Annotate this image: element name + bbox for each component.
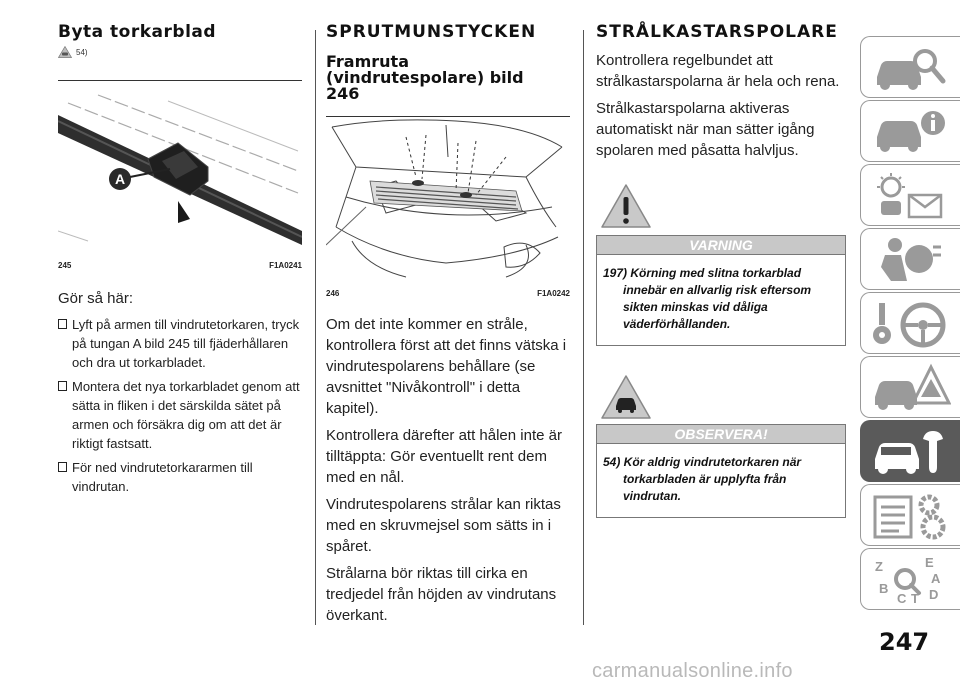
section-title-headlight-washers: STRÅLKASTARSPOLARE	[596, 22, 838, 42]
svg-text:A: A	[931, 571, 941, 586]
warning-text: 197) Körning med slitna torkarblad innebär en allvarlig risk eftersom sikten minskas vid dåliga väderförhållanden.	[596, 255, 846, 346]
index-alphabet-icon	[871, 555, 951, 605]
car-wrench-icon	[871, 427, 951, 477]
page-number: 247	[879, 628, 930, 656]
car-hood-illustration	[326, 117, 570, 281]
svg-text:D: D	[929, 587, 939, 602]
tab-specifications[interactable]	[860, 484, 960, 546]
warning-box	[596, 235, 846, 346]
svg-text:E: E	[925, 555, 934, 570]
car-info-icon	[871, 107, 951, 157]
figure-code: F1A0241	[269, 261, 302, 270]
instruction-steps	[58, 315, 302, 496]
note-box	[596, 424, 846, 518]
figure-number: 246	[326, 289, 340, 298]
tab-steering-key[interactable]	[860, 292, 960, 354]
list-item: Montera det nya torkarbladet genom att sätta in fliken i det särskilda sätet på armen och försäkra dig om att det är riktigt fastsatt.	[58, 377, 302, 453]
column-divider	[315, 30, 316, 625]
note-reference[interactable]: 54)	[58, 46, 302, 58]
warning-banner: VARNING	[596, 235, 846, 255]
column-divider	[583, 30, 584, 625]
warning-exclamation-icon	[600, 183, 652, 229]
figure-code: F1A0242	[537, 289, 570, 298]
paragraph: Strålkastarspolarna aktiveras automatiskt när man sätter igång spolaren med påsatta halvljus.	[596, 100, 815, 159]
car-search-icon	[871, 43, 951, 93]
paragraph: Om det inte kommer en stråle, kontrollera först att det finns vätska i vindrutespolarens behållare (se avsnittet "Nivåkontroll" i detta kapitel).	[326, 316, 567, 417]
tab-dashboard-lights[interactable]	[860, 164, 960, 226]
left-column	[58, 0, 302, 501]
tab-emergency[interactable]	[860, 356, 960, 418]
section-title-wiper-blades: Byta torkarblad	[58, 22, 217, 42]
note-text: 54) Kör aldrig vindrutetorkaren när torkarbladen är upplyfta från vindrutan.	[596, 444, 846, 518]
list-item: Lyft på armen till vindrutetorkaren, tryck på tungan A bild 245 till fjäderhållaren och dra ut torkarbladet.	[58, 315, 302, 372]
callout-a: A	[115, 171, 126, 187]
steering-wheel-key-icon	[871, 299, 951, 349]
car-warning-triangle-icon	[871, 363, 951, 413]
instructions-intro: Gör så här:	[58, 290, 134, 307]
checkbox-bullet-icon	[58, 462, 67, 472]
svg-text:C: C	[897, 591, 907, 605]
note-banner: OBSERVERA!	[596, 424, 846, 444]
tab-airbag[interactable]	[860, 228, 960, 290]
middle-column	[326, 0, 570, 632]
tab-car-info[interactable]	[860, 100, 960, 162]
list-item: För ned vindrutetorkararmen till vindrutan.	[58, 458, 302, 496]
specs-gear-icon	[871, 491, 951, 541]
airbag-passenger-icon	[871, 235, 951, 285]
checkbox-bullet-icon	[58, 381, 67, 391]
paragraph: Kontrollera därefter att hålen inte är tilltäppta: Gör eventuellt rent dem med en nål.	[326, 427, 562, 486]
tab-index[interactable]	[860, 548, 960, 610]
figure-246	[326, 116, 570, 298]
body-text	[596, 50, 850, 161]
body-text	[326, 314, 570, 626]
figure-number: 245	[58, 261, 72, 270]
wiper-blade-illustration	[58, 81, 302, 253]
figure-caption	[326, 286, 570, 298]
figure-caption	[58, 258, 302, 270]
paragraph: Kontrollera regelbundet att strålkastarspolarna är hela och rena.	[596, 52, 840, 90]
paragraph: Strålarna bör riktas till cirka en tredjedel från höjden av vindrutans överkant.	[326, 565, 557, 624]
checkbox-bullet-icon	[58, 319, 67, 329]
svg-text:Z: Z	[875, 559, 883, 574]
caution-car-icon	[58, 46, 72, 58]
tab-maintenance-active[interactable]	[860, 420, 960, 482]
subsection-title: Framruta (vindrutespolare) bild 246	[326, 52, 524, 103]
svg-text:B: B	[879, 581, 889, 596]
dashboard-lights-icon	[871, 171, 951, 221]
tab-car-search[interactable]	[860, 36, 960, 98]
watermark: carmanualsonline.info	[592, 660, 793, 682]
svg-text:T: T	[911, 591, 919, 605]
section-title-washer-nozzles: SPRUTMUNSTYCKEN	[326, 22, 537, 42]
right-column	[596, 0, 850, 518]
caution-car-icon	[600, 374, 652, 420]
paragraph: Vindrutespolarens strålar kan riktas med en skruvmejsel som sätts in i spåret.	[326, 496, 561, 555]
figure-245	[58, 80, 302, 270]
